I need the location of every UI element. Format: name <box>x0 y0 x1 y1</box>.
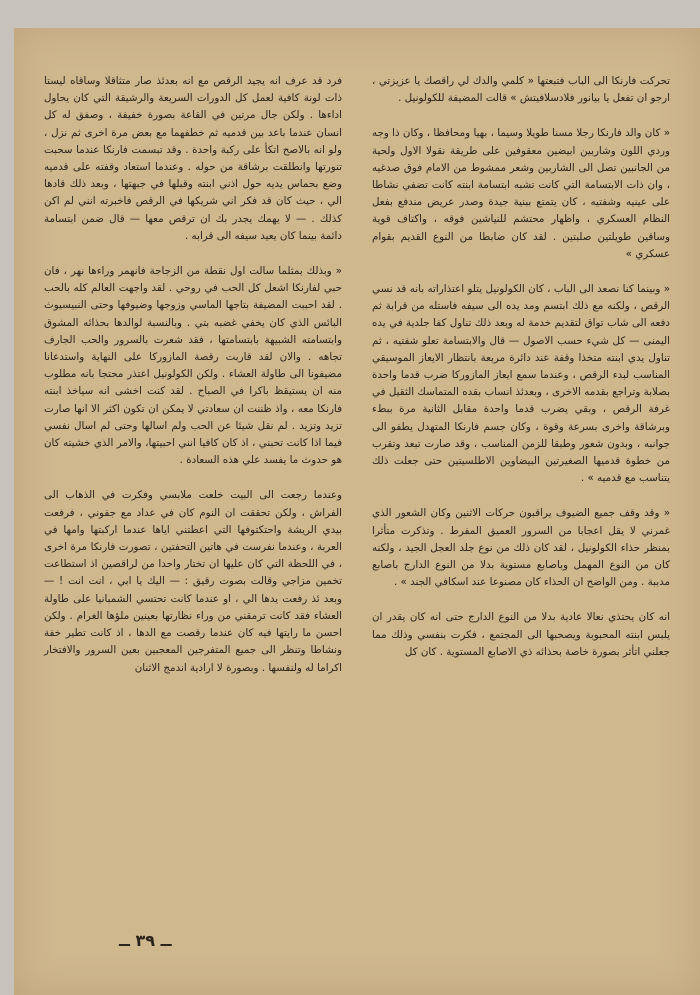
right-column <box>372 73 670 679</box>
paragraph: « وبذلك بمثلما سالت اول نقطة من الزجاجة فانهمر وراءها نهر ، فان حبي لفارنكا اشعل كل الحب في روحي . لقد واجهت العالم كله بالحب . لقد احببت المضيفة بتاجها الماسي وزوجها وضيوفها وحتى النبيسيوث البائس الذي كان يخفي غضبه بتي . وبالنسبة لوالدها بحذائه المشوق وابتسامته الشبيهة بابتسامتها ، فقد شعرت بالسرور والحب الجارف تجاهه . والان لقد قاربت رقصة المازوركا على النهاية واستدعانا مضيفونا الى طاولة العشاء . ولكن الكولونيل اعتذر محتجا بانه مطلوب منه ان يستيقظ باكرا في الصباح . لقد كنت اخشى انه سياخذ ابنته فارنكا معه ، واذ ظننت ان سعادتي لا يمكن ان تكون اكثر الا انها صارت تزيد وتزيد . لم نقل شيئا عن الحب ولم اسالها وحتى لم اسال نفسي فيما اذا كانت تحبني ، اذ كان كافيا انني احبيتها، والامر الذي خشيته كان هو حدوث ما يفسد علي هذه السعادة . <box>44 265 342 467</box>
paragraph: « وقد وقف جميع الضيوف يراقبون حركات الاثنين وكان الشعور الذي غمرني لا يقل اعجابا من السرور العميق المفرط . وتذكرت متأثرا بمنظر حذاء الكولونيل ، لقد كان ذلك من نوع جلد العجل الجيد ، ولكنه كان من النوع المهمل وباصابع مستوية بدلا من النوع الدارج باصابع مدببة . ومن الواضح ان الحذاء كان مصنوعا عند اسكافي الجند » . <box>372 507 670 589</box>
paragraph: تحركت فارنكا الى الباب فتبعتها « كلمي والدك لي راقصك يا عزيزتي ، ارجو ان تفعل يا بيانور فلادسلافيتش » قالت المضيفة للكولونيل . <box>372 75 670 105</box>
left-column <box>44 73 342 695</box>
paragraph: وعندما رجعت الى البيت خلعت ملابسي وفكرت في الذهاب الى الفراش ، ولكن تحققت ان النوم كان في عداد مع جفوني ، فرفعت بيدي الريشة واحتكتوفها التي اعطتني اياها عندما اركبتها وامها في العربة ، وعندما نفرست في هاتين التحفتين ، تصورت فارنكا مرة اخرى ، في اللحظة التي كان عليها ان تختار واحدا من لراقصين اذ استطاعت تخمين مزاجي وقالت بصوت رقيق : — اليك يا ابي ، انت انت ! — وبعد ئذ رفعت يدها الي ، او عندما كانت تحتسي الشمبانيا على طاولة العشاء فقد كانت ترمقني من وراء نظارتها بعينين ملؤها الغرام . ولكن احسن ما رايتها فيه كان عندما رقصت مع الدها ، اذ كانت تطير خفة ونشاطا وتنظر الى جميع المتفرجين المعجبين بعين السرور والافتخار اكراما له ولنفسها . وبصورة لا ارادية اندمج الاثنان <box>44 489 342 674</box>
paragraph: فرد قد عرف انه يجيد الرقص مع انه بعدئذ صار متثاقلا وساقاه ليستا ذات لونة كافية لعمل كل الدورات السريعة والرشيقة التي كان يحاول اداءها . ولكن جال مرتين في القاعة بصورة خفيفة ، وصفق له كل انسان عندما باعد بين قدميه ثم خطفهما مع بعض مرة اخرى ثم نزل ، ولو انه بالاصح اتكأ على ركبة واحدة . وقد تبسمت فارنكا عندما سحبت تنورتها وانطلقت برشاقة من حوله . وعندما استعاد وقفته على قدميه وضع بحماس يديه حول اذني ابنته وقبلها في جبهتها ، وبعد ذلك قادها الي ، حيث كان قد فكر اني شريكها في الرقص فاخبرته انني لم اكن كذلك . — لا يهمك يجدر بك ان ترقص معها — قال ضمن ابتسامة دائمة بينما كان يعيد سيفه الى قرابه . <box>44 75 342 242</box>
paragraph: انه كان يحتذي نعالا عادية بدلا من النوع الدارج حتى انه كان يقدر ان يلبس ابنته المحبوبة ويصحبها الى المجتمع ، فكرت بنفسي وذلك مما جعلني اتأثر بصورة خاصة بحذائه ذي الاصابع المستوية . كان كل <box>372 611 670 658</box>
paragraph: « وبينما كنا نصعد الى الباب ، كان الكولونيل يتلو اعتذاراته بانه قد نسي الرقص ، ولكنه مع ذلك ابتسم ومد يده الى سيفه فاستله من قرابة ثم دفعه الى شاب تواق لتقديم خدمة له وبعد ذلك تناول كفا جلدية في يده اليمنى — كل شيء حسب الاصول — قال والابتسامة تعلو شفتيه ، ثم تناول يدي ابنته متخذا وقفة عند دائرة مربعة بانتظار الايعاز الموسيقي المناسب لبدء الرقص ، وعندما سمع ايعاز المازوركا ضرب قدما واحدة بصلابة وتراجع بقدمه الاخرى ، وبعدئذ انساب بقده المتماسك الثقيل في غرفة الرقص ، وبقي يضرب قدما واحدة مقابل الثانية مرة ببطء وبرشاقة واخرى بسرعة وقوة ، وكان جسم فارنكا المتهدل يطفو الى جوانبه ، وبدون شعور وطبقا للزمن المناسب ، وقد صارت تبعد وتقرب من خطوة قدميها الصغيرتين البيضاوين الاطلسيتين حتى جعلت ذلك يتناسب مع قدميه » . <box>372 283 670 485</box>
paragraph: « كان والد فارنكا رجلا مسنا طويلا وسيما ، بهيا ومحافظا ، وكان ذا وجه وردي اللون وشاربين ابيضين معقوفين على طريقة نقولا الاول ولحية من الجانبين تصل الى الشاربين وشعر ممشوط من الامام فوق صدغيه ، وان ذات الابتسامة التي كانت تشبه ابتسامة ابنته كانت تضفي نشاطا على عينيه وشفتيه ، كان يتمتع ببنية جيدة وصدر عريض مندفع بفعل النظام العسكري ، واظهار محتشم للنياشين فوقه ، واكتاف قوية وساقين طويلتين صلبتين . لقد كان ضابطا من النوع القديم بقوام عسكري » <box>372 127 670 260</box>
magazine-page <box>14 28 700 995</box>
page-number: ــ ٣٩ ــ <box>119 931 172 950</box>
